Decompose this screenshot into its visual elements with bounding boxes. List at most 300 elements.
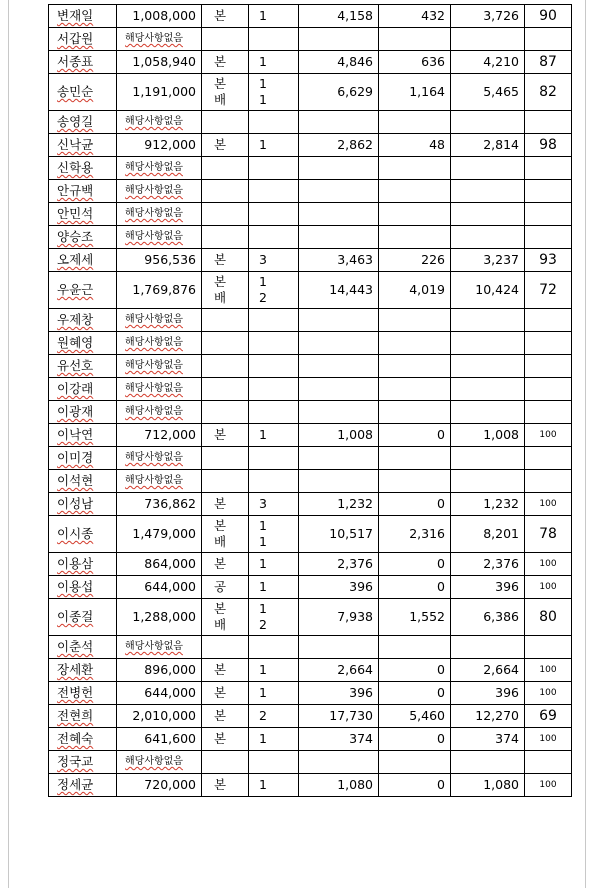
type-label: 본 <box>214 731 227 746</box>
page-frame-right <box>585 0 586 888</box>
table-row <box>49 51 572 74</box>
no-data-cell <box>117 636 202 659</box>
count-label: 1 <box>259 662 267 677</box>
value-cell-2 <box>379 636 451 659</box>
member-name-cell <box>49 553 117 576</box>
type-label: 본 <box>214 274 227 289</box>
table-row <box>49 682 572 705</box>
value-cell-1 <box>299 470 379 493</box>
count-cell <box>249 332 299 355</box>
value-cell-3: 2,664 <box>451 659 525 682</box>
member-name: 송민순 <box>57 84 94 99</box>
type-label: 본 <box>214 54 227 69</box>
value-cell-2: 4,019 <box>379 272 451 309</box>
count-cell <box>249 447 299 470</box>
value-cell-3 <box>451 332 525 355</box>
count-cell <box>249 226 299 249</box>
value-cell-1 <box>299 378 379 401</box>
type-cell <box>202 5 249 28</box>
member-name: 이종걸 <box>57 609 94 624</box>
member-name-cell <box>49 705 117 728</box>
member-name: 정세균 <box>57 777 94 792</box>
count-cell <box>249 470 299 493</box>
type-label: 본 <box>214 252 227 267</box>
table-body <box>49 5 572 797</box>
value-cell-3: 1,080 <box>451 774 525 797</box>
score-cell <box>525 111 572 134</box>
type-cell <box>202 249 249 272</box>
table-row <box>49 470 572 493</box>
type-cell <box>202 493 249 516</box>
type-label: 본 <box>214 685 227 700</box>
member-name-cell <box>49 203 117 226</box>
type-cell <box>202 272 249 309</box>
page-frame-left <box>8 0 9 888</box>
value-cell-1: 2,376 <box>299 553 379 576</box>
value-cell-3 <box>451 447 525 470</box>
score-cell: 72 <box>525 272 572 309</box>
value-cell-3: 3,726 <box>451 5 525 28</box>
value-cell-1: 7,938 <box>299 599 379 636</box>
no-data-cell <box>117 470 202 493</box>
no-data-cell <box>117 28 202 51</box>
value-cell-2 <box>379 751 451 774</box>
member-name-cell <box>49 447 117 470</box>
member-name-cell <box>49 774 117 797</box>
count-cell <box>249 203 299 226</box>
score-cell <box>525 355 572 378</box>
table-row <box>49 751 572 774</box>
table-row <box>49 28 572 51</box>
value-cell-2 <box>379 28 451 51</box>
table-row <box>49 774 572 797</box>
value-cell-1: 6,629 <box>299 74 379 111</box>
no-data-label: 해당사항없음 <box>125 756 183 767</box>
value-cell-3: 2,376 <box>451 553 525 576</box>
pay-cell: 1,191,000 <box>117 74 202 111</box>
no-data-label: 해당사항없음 <box>125 383 183 394</box>
value-cell-2: 48 <box>379 134 451 157</box>
member-name: 신낙균 <box>57 137 94 152</box>
type-cell <box>202 705 249 728</box>
no-data-label: 해당사항없음 <box>125 360 183 371</box>
member-name: 안규백 <box>57 183 94 198</box>
value-cell-1 <box>299 751 379 774</box>
member-name-cell <box>49 636 117 659</box>
value-cell-1 <box>299 111 379 134</box>
count-cell <box>249 636 299 659</box>
score-cell: 100 <box>525 553 572 576</box>
member-name: 이낙연 <box>57 427 94 442</box>
count-label: 1 <box>259 601 267 616</box>
table-row <box>49 226 572 249</box>
type-cell <box>202 636 249 659</box>
member-name-cell <box>49 226 117 249</box>
type-cell <box>202 74 249 111</box>
member-name: 이미경 <box>57 450 94 465</box>
score-cell: 100 <box>525 424 572 447</box>
no-data-cell <box>117 355 202 378</box>
type-cell <box>202 659 249 682</box>
value-cell-1 <box>299 636 379 659</box>
no-data-cell <box>117 203 202 226</box>
member-name-cell <box>49 111 117 134</box>
no-data-cell <box>117 111 202 134</box>
member-name: 장세환 <box>57 662 94 677</box>
member-name: 송영길 <box>57 114 94 129</box>
value-cell-1 <box>299 157 379 180</box>
value-cell-2: 0 <box>379 576 451 599</box>
member-name-cell <box>49 5 117 28</box>
member-name-cell <box>49 516 117 553</box>
value-cell-1 <box>299 447 379 470</box>
member-name: 이용섭 <box>57 579 94 594</box>
type-label: 본 <box>214 708 227 723</box>
table-row <box>49 516 572 553</box>
table-row <box>49 636 572 659</box>
pay-cell: 641,600 <box>117 728 202 751</box>
type-cell <box>202 599 249 636</box>
value-cell-2 <box>379 180 451 203</box>
count-cell <box>249 28 299 51</box>
type-cell <box>202 682 249 705</box>
no-data-label: 해당사항없음 <box>125 641 183 652</box>
value-cell-1: 374 <box>299 728 379 751</box>
count-label: 2 <box>259 708 267 723</box>
member-name-cell <box>49 401 117 424</box>
value-cell-1 <box>299 309 379 332</box>
member-name: 전혜숙 <box>57 731 94 746</box>
member-name-cell <box>49 728 117 751</box>
value-cell-1 <box>299 180 379 203</box>
value-cell-3 <box>451 401 525 424</box>
value-cell-2 <box>379 203 451 226</box>
type-cell <box>202 332 249 355</box>
member-name-cell <box>49 157 117 180</box>
score-cell: 100 <box>525 774 572 797</box>
value-cell-1 <box>299 203 379 226</box>
value-cell-3 <box>451 378 525 401</box>
pay-cell: 720,000 <box>117 774 202 797</box>
count-cell <box>249 493 299 516</box>
member-name-cell <box>49 74 117 111</box>
value-cell-1: 3,463 <box>299 249 379 272</box>
type-label: 본 <box>214 556 227 571</box>
value-cell-1: 4,846 <box>299 51 379 74</box>
pay-cell: 896,000 <box>117 659 202 682</box>
value-cell-2 <box>379 309 451 332</box>
value-cell-3: 1,008 <box>451 424 525 447</box>
value-cell-3: 4,210 <box>451 51 525 74</box>
type-label: 본 <box>214 137 227 152</box>
member-name: 신학용 <box>57 160 94 175</box>
count-cell <box>249 355 299 378</box>
member-name: 이석현 <box>57 473 94 488</box>
count-label: 1 <box>259 76 267 91</box>
member-name-cell <box>49 309 117 332</box>
member-name-cell <box>49 424 117 447</box>
type-cell <box>202 309 249 332</box>
count-cell <box>249 249 299 272</box>
score-cell: 93 <box>525 249 572 272</box>
score-cell <box>525 378 572 401</box>
value-cell-1: 396 <box>299 576 379 599</box>
score-cell <box>525 751 572 774</box>
table-row <box>49 424 572 447</box>
pay-cell: 644,000 <box>117 682 202 705</box>
value-cell-1 <box>299 355 379 378</box>
no-data-label: 해당사항없음 <box>125 231 183 242</box>
score-cell: 100 <box>525 728 572 751</box>
value-cell-1: 2,862 <box>299 134 379 157</box>
count-cell <box>249 401 299 424</box>
no-data-cell <box>117 309 202 332</box>
no-data-label: 해당사항없음 <box>125 475 183 486</box>
count-label: 1 <box>259 92 267 107</box>
member-name: 서종표 <box>57 54 94 69</box>
no-data-label: 해당사항없음 <box>125 208 183 219</box>
table-row <box>49 728 572 751</box>
member-stats-table <box>48 4 572 797</box>
pay-cell: 2,010,000 <box>117 705 202 728</box>
score-cell <box>525 470 572 493</box>
table-row <box>49 659 572 682</box>
no-data-cell <box>117 332 202 355</box>
member-name-cell <box>49 682 117 705</box>
value-cell-2 <box>379 447 451 470</box>
type-cell <box>202 401 249 424</box>
type-label: 공 <box>214 579 227 594</box>
value-cell-2 <box>379 378 451 401</box>
value-cell-2: 2,316 <box>379 516 451 553</box>
value-cell-2 <box>379 111 451 134</box>
member-name: 이광재 <box>57 404 94 419</box>
count-label: 1 <box>259 518 267 533</box>
count-label: 1 <box>259 274 267 289</box>
value-cell-2: 432 <box>379 5 451 28</box>
no-data-label: 해당사항없음 <box>125 337 183 348</box>
count-cell <box>249 774 299 797</box>
count-cell <box>249 424 299 447</box>
member-name: 양승조 <box>57 229 94 244</box>
pay-cell: 712,000 <box>117 424 202 447</box>
value-cell-3: 374 <box>451 728 525 751</box>
value-cell-3: 1,232 <box>451 493 525 516</box>
member-name-cell <box>49 272 117 309</box>
no-data-label: 해당사항없음 <box>125 185 183 196</box>
type-cell <box>202 424 249 447</box>
score-cell: 100 <box>525 493 572 516</box>
value-cell-3 <box>451 157 525 180</box>
value-cell-1 <box>299 28 379 51</box>
value-cell-2 <box>379 332 451 355</box>
table-row <box>49 5 572 28</box>
count-cell <box>249 157 299 180</box>
score-cell: 80 <box>525 599 572 636</box>
type-cell <box>202 378 249 401</box>
count-cell <box>249 516 299 553</box>
value-cell-3: 10,424 <box>451 272 525 309</box>
count-cell <box>249 553 299 576</box>
table-row <box>49 74 572 111</box>
value-cell-1: 1,008 <box>299 424 379 447</box>
value-cell-2: 5,460 <box>379 705 451 728</box>
value-cell-1: 396 <box>299 682 379 705</box>
pay-cell: 1,288,000 <box>117 599 202 636</box>
value-cell-3: 5,465 <box>451 74 525 111</box>
count-label: 1 <box>259 534 267 549</box>
value-cell-3 <box>451 636 525 659</box>
value-cell-1: 1,080 <box>299 774 379 797</box>
type-cell <box>202 134 249 157</box>
score-cell: 100 <box>525 659 572 682</box>
table-row <box>49 576 572 599</box>
table-row <box>49 249 572 272</box>
pay-cell: 1,769,876 <box>117 272 202 309</box>
type-label: 본 <box>214 601 227 616</box>
value-cell-2 <box>379 157 451 180</box>
score-cell <box>525 447 572 470</box>
member-name-cell <box>49 180 117 203</box>
type-cell <box>202 157 249 180</box>
table-row <box>49 157 572 180</box>
count-cell <box>249 180 299 203</box>
value-cell-3 <box>451 751 525 774</box>
pay-cell: 736,862 <box>117 493 202 516</box>
count-cell <box>249 5 299 28</box>
count-label: 1 <box>259 731 267 746</box>
value-cell-2 <box>379 226 451 249</box>
table-row <box>49 553 572 576</box>
table-row <box>49 599 572 636</box>
member-name: 이용삼 <box>57 556 94 571</box>
score-cell <box>525 203 572 226</box>
member-name-cell <box>49 28 117 51</box>
table-row <box>49 705 572 728</box>
type-label: 본 <box>214 518 227 533</box>
value-cell-1: 2,664 <box>299 659 379 682</box>
count-label: 1 <box>259 54 267 69</box>
value-cell-2 <box>379 355 451 378</box>
type-cell <box>202 355 249 378</box>
table-row <box>49 180 572 203</box>
value-cell-2 <box>379 470 451 493</box>
member-name-cell <box>49 378 117 401</box>
no-data-cell <box>117 180 202 203</box>
score-cell <box>525 180 572 203</box>
value-cell-2: 0 <box>379 728 451 751</box>
no-data-label: 해당사항없음 <box>125 314 183 325</box>
count-cell <box>249 659 299 682</box>
value-cell-1: 14,443 <box>299 272 379 309</box>
score-cell: 82 <box>525 74 572 111</box>
member-name-cell <box>49 659 117 682</box>
pay-cell: 1,008,000 <box>117 5 202 28</box>
value-cell-2: 0 <box>379 493 451 516</box>
member-name: 우윤근 <box>57 282 94 297</box>
value-cell-2: 1,164 <box>379 74 451 111</box>
type-label: 배 <box>214 534 227 549</box>
value-cell-2: 226 <box>379 249 451 272</box>
value-cell-1 <box>299 332 379 355</box>
count-label: 1 <box>259 777 267 792</box>
score-cell <box>525 226 572 249</box>
count-cell <box>249 309 299 332</box>
value-cell-3: 12,270 <box>451 705 525 728</box>
type-cell <box>202 774 249 797</box>
count-cell <box>249 705 299 728</box>
type-label: 본 <box>214 496 227 511</box>
type-label: 본 <box>214 662 227 677</box>
member-name-cell <box>49 576 117 599</box>
count-label: 2 <box>259 290 267 305</box>
no-data-label: 해당사항없음 <box>125 452 183 463</box>
value-cell-2: 0 <box>379 774 451 797</box>
type-cell <box>202 470 249 493</box>
table-row <box>49 493 572 516</box>
value-cell-2 <box>379 401 451 424</box>
table-row <box>49 378 572 401</box>
table-row <box>49 447 572 470</box>
count-label: 1 <box>259 8 267 23</box>
score-cell <box>525 157 572 180</box>
member-name-cell <box>49 470 117 493</box>
count-cell <box>249 111 299 134</box>
member-name: 원혜영 <box>57 335 94 350</box>
type-cell <box>202 203 249 226</box>
member-name-cell <box>49 751 117 774</box>
no-data-label: 해당사항없음 <box>125 116 183 127</box>
pay-cell: 644,000 <box>117 576 202 599</box>
type-cell <box>202 553 249 576</box>
count-label: 1 <box>259 579 267 594</box>
count-label: 3 <box>259 252 267 267</box>
score-cell: 98 <box>525 134 572 157</box>
value-cell-2: 1,552 <box>379 599 451 636</box>
pay-cell: 864,000 <box>117 553 202 576</box>
member-name-cell <box>49 249 117 272</box>
member-name: 이춘석 <box>57 639 94 654</box>
member-name-cell <box>49 51 117 74</box>
type-cell <box>202 226 249 249</box>
value-cell-3 <box>451 355 525 378</box>
count-label: 1 <box>259 556 267 571</box>
type-cell <box>202 576 249 599</box>
count-label: 2 <box>259 617 267 632</box>
type-cell <box>202 751 249 774</box>
count-label: 3 <box>259 496 267 511</box>
score-cell <box>525 332 572 355</box>
score-cell: 100 <box>525 682 572 705</box>
type-label: 배 <box>214 92 227 107</box>
member-name: 변재일 <box>57 8 94 23</box>
value-cell-2: 0 <box>379 424 451 447</box>
member-name-cell <box>49 355 117 378</box>
table-row <box>49 134 572 157</box>
score-cell <box>525 309 572 332</box>
pay-cell: 956,536 <box>117 249 202 272</box>
score-cell: 87 <box>525 51 572 74</box>
count-cell <box>249 751 299 774</box>
type-cell <box>202 51 249 74</box>
type-cell <box>202 111 249 134</box>
table-row <box>49 111 572 134</box>
count-cell <box>249 599 299 636</box>
value-cell-1: 4,158 <box>299 5 379 28</box>
table-row <box>49 272 572 309</box>
value-cell-1: 10,517 <box>299 516 379 553</box>
value-cell-1: 17,730 <box>299 705 379 728</box>
